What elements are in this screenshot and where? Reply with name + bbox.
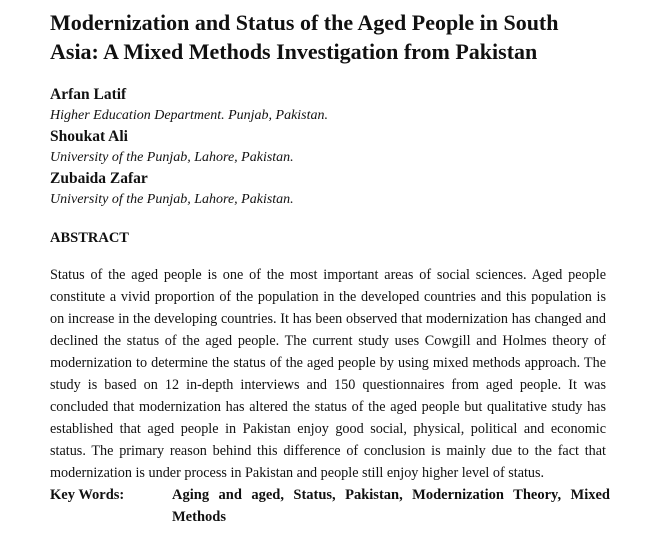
paper-page	[50, 8, 610, 528]
author-list	[50, 84, 610, 210]
author-name: Zubaida Zafar	[50, 170, 148, 187]
author-affiliation: University of the Punjab, Lahore, Pakistan.	[50, 192, 294, 207]
author-name: Arfan Latif	[50, 86, 127, 103]
author-name: Shoukat Ali	[50, 128, 128, 145]
keywords-values: Aging and aged, Status, Pakistan, Modernization Theory, Mixed Methods	[172, 487, 610, 525]
author-block	[50, 126, 610, 168]
author-block	[50, 168, 610, 210]
keywords-row	[50, 484, 610, 528]
author-block	[50, 84, 610, 126]
author-affiliation: University of the Punjab, Lahore, Pakistan.	[50, 150, 294, 165]
abstract-heading: ABSTRACT	[50, 230, 129, 246]
author-affiliation: Higher Education Department. Punjab, Pakistan.	[50, 108, 329, 123]
paper-title: Modernization and Status of the Aged People in South Asia: A Mixed Methods Investigation from Pakistan	[50, 10, 559, 64]
keywords-label: Key Words:	[50, 487, 125, 503]
abstract-text: Status of the aged people is one of the most important areas of social sciences. Aged people constitute a vivid proportion of the population in the developed countries and this population is on increase in the developing countries. It has been observed that modernization has changed and declined the status of the aged people. The current study uses Cowgill and Holmes theory of modernization to determine the status of the aged people by using mixed methods approach. The study is based on 12 in-depth interviews and 150 questionnaires from aged people. It was concluded that modernization has altered the status of the aged people but qualitative study has established that aged people in Pakistan enjoy good social, physical, political and economic status. The primary reason behind this difference of conclusion is mainly due to the fact that modernization is under process in Pakistan and people still enjoy higher level of status.	[50, 267, 606, 481]
